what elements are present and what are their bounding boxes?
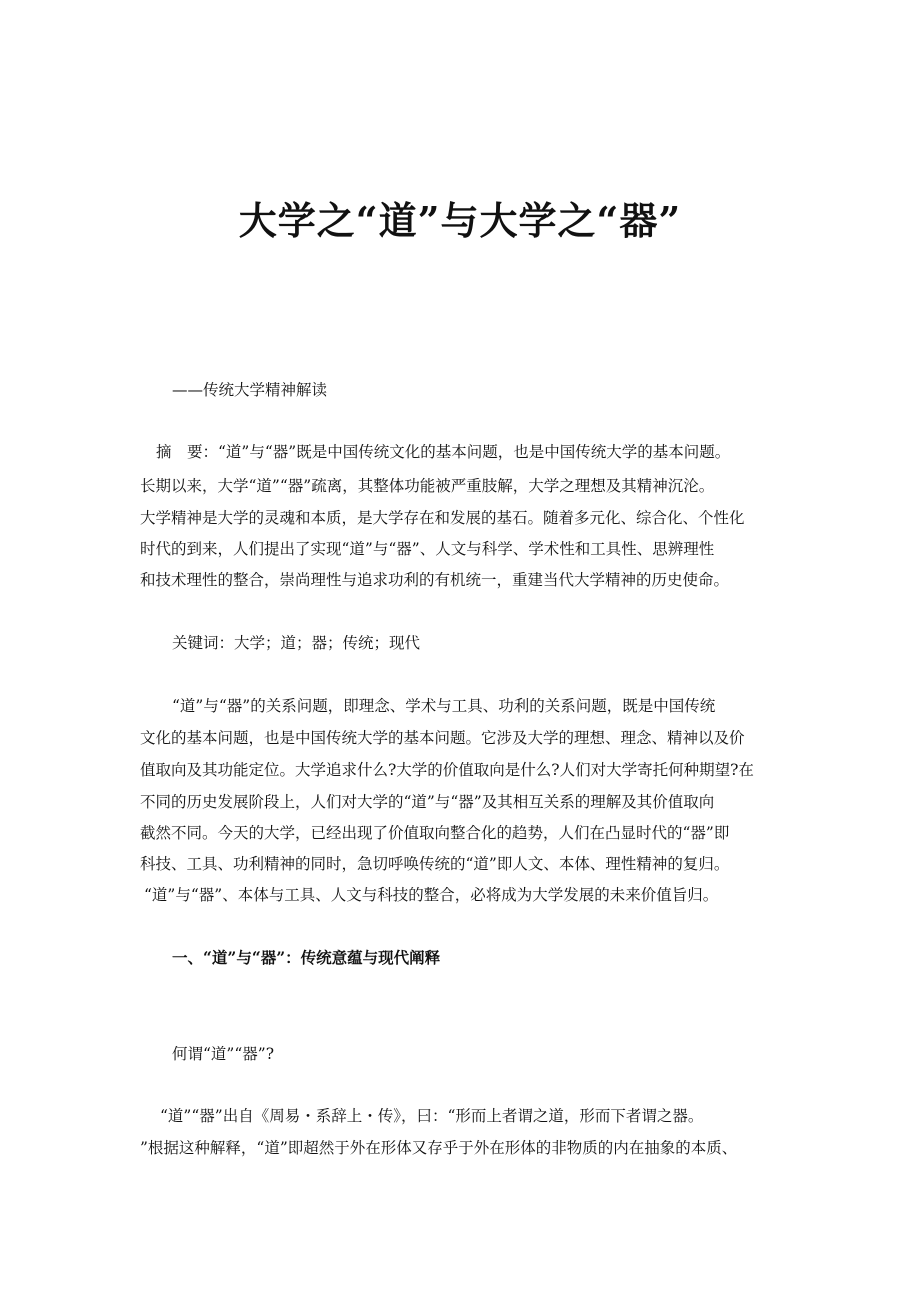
intro-line: 截然不同。今天的大学，已经出现了价值取向整合化的趋势，人们在凸显时代的“器”即 xyxy=(140,824,730,842)
intro-line: 文化的基本问题，也是中国传统大学的基本问题。它涉及大学的理想、理念、精神以及价 xyxy=(140,729,745,747)
abstract-line: 长期以来，大学“道”“器”疏离，其整体功能被严重肢解，大学之理想及其精神沉沦。 xyxy=(140,477,715,495)
document-title: 大学之“道”与大学之“器” xyxy=(238,198,682,243)
intro-line: “道”与“器”、本体与工具、人文与科技的整合，必将成为大学发展的未来价值旨归。 xyxy=(144,886,719,904)
section-question: 何谓“道”“器”? xyxy=(172,1045,275,1063)
body-line: “道”“器”出自《周易・系辞上・传》，曰：“形而上者谓之道，形而下者谓之器。 xyxy=(160,1107,704,1125)
abstract-line: 和技术理性的整合，崇尚理性与追求功利的有机统一，重建当代大学精神的历史使命。 xyxy=(140,571,730,589)
intro-line: 科技、工具、功利精神的同时，急切呼唤传统的“道”即人文、本体、理性精神的复归。 xyxy=(140,855,730,873)
intro-line: “道”与“器”的关系问题，即理念、学术与工具、功利的关系问题，既是中国传统 xyxy=(172,697,716,715)
abstract-line: 大学精神是大学的灵魂和本质，是大学存在和发展的基石。随着多元化、综合化、个性化 xyxy=(140,509,745,527)
document-subtitle: ——传统大学精神解读 xyxy=(172,381,328,399)
body-line: ”根据这种解释，“道”即超然于外在形体又存乎于外在形体的非物质的内在抽象的本质、 xyxy=(140,1139,738,1157)
intro-line: 不同的历史发展阶段上，人们对大学的“道”与“器”及其相互关系的理解及其价值取向 xyxy=(140,793,715,811)
abstract-line: 时代的到来，人们提出了实现“道”与“器”、人文与科学、学术性和工具性、思辨理性 xyxy=(140,540,715,558)
keywords: 关键词：大学；道；器；传统；现代 xyxy=(172,634,421,652)
abstract-line: 摘 要：“道”与“器”既是中国传统文化的基本问题，也是中国传统大学的基本问题。 xyxy=(156,443,731,461)
intro-line: 值取向及其功能定位。大学追求什么?大学的价值取向是什么?人们对大学寄托何种期望?在 xyxy=(140,761,754,779)
section-heading: 一、“道”与“器”：传统意蕴与现代阐释 xyxy=(172,948,441,967)
